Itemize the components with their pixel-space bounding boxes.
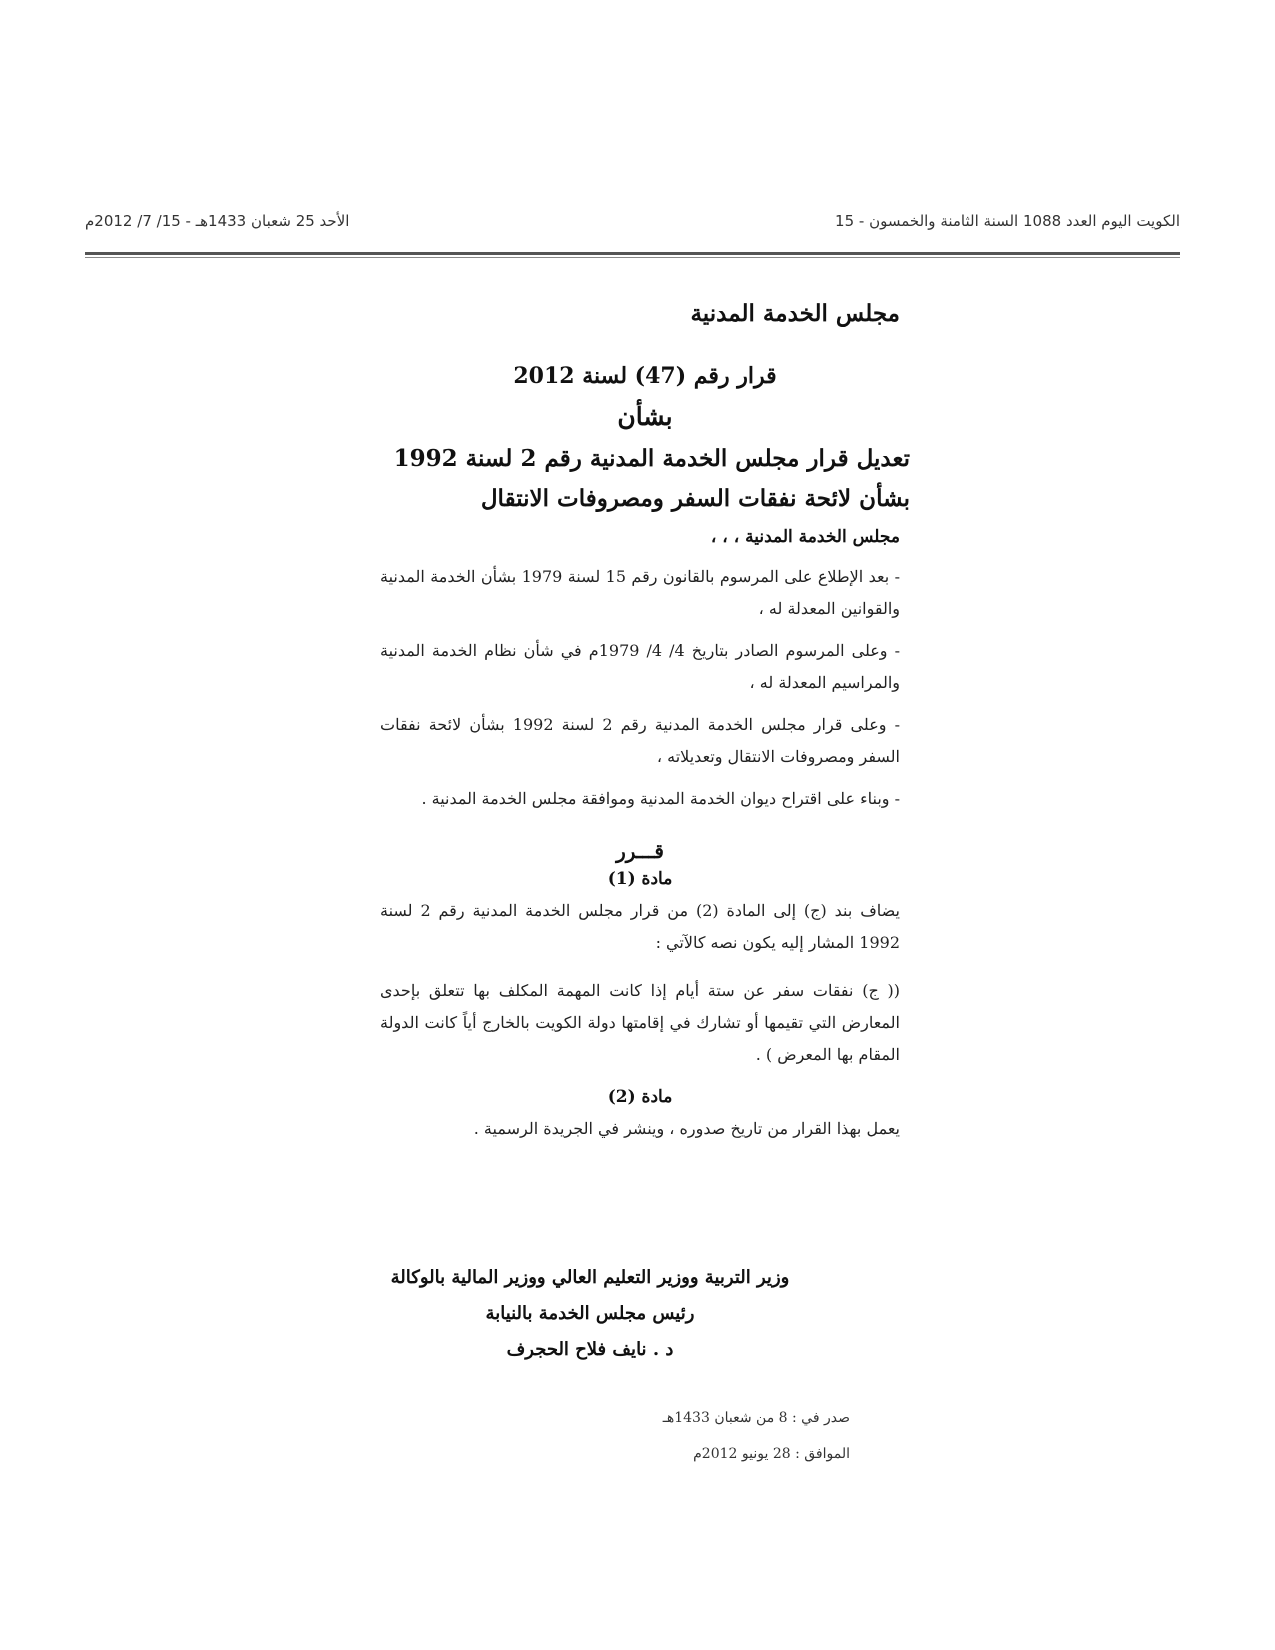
article-1-heading: مادة (1) — [607, 869, 673, 889]
issue-dates — [620, 1400, 850, 1472]
preamble-clause: - وعلى قرار مجلس الخدمة المدنية رقم 2 لسنة 1992 بشأن لائحة نفقات السفر ومصروفات الانتقال وتعديلاته ، — [380, 715, 901, 766]
signatory-name: د . نايف فلاح الحجرف — [506, 1339, 674, 1360]
decided-heading: قـــرر — [616, 839, 664, 863]
preamble-clause: - وعلى المرسوم الصادر بتاريخ 4/ 4/ 1979م في شأن نظام الخدمة المدنية والمراسيم المعدلة له ، — [380, 641, 900, 692]
page-header — [85, 208, 1180, 238]
signatory-title-2: رئيس مجلس الخدمة بالنيابة — [485, 1303, 695, 1324]
signature-block — [380, 1260, 800, 1368]
issuer-title: مجلس الخدمة المدنية — [690, 300, 900, 327]
decree-number: قرار رقم (47) لسنة 2012 — [513, 363, 777, 389]
decree-subject-line-1: تعديل قرار مجلس الخدمة المدنية رقم 2 لسنة 1992 — [393, 445, 910, 472]
header-divider — [85, 252, 1180, 258]
corresponding-date: الموافق : 28 يونيو 2012م — [693, 1446, 850, 1462]
article-2-body: يعمل بهذا القرار من تاريخ صدوره ، وينشر في الجريدة الرسمية . — [473, 1119, 900, 1138]
preamble-council: مجلس الخدمة المدنية ، ، ، — [710, 527, 900, 547]
decree-about: بشأن — [617, 402, 673, 431]
decree-title — [380, 357, 910, 519]
publication-date: الأحد 25 شعبان 1433هـ - 15/ 7/ 2012م — [85, 212, 350, 230]
publication-info: الكويت اليوم العدد 1088 السنة الثامنة والخمسون - 15 — [835, 212, 1180, 230]
preamble-clauses — [380, 561, 900, 815]
decree-content — [380, 290, 910, 1161]
article-2-heading: مادة (2) — [607, 1087, 673, 1107]
preamble-clause: - وبناء على اقتراح ديوان الخدمة المدنية وموافقة مجلس الخدمة المدنية . — [421, 789, 900, 808]
article-1-quote: (( ج) نفقات سفر عن ستة أيام إذا كانت المهمة المكلف بها تتعلق بإحدى المعارض التي تقيمها أو تشارك في إقامتها دولة الكويت بالخارج أياً كانت الدولة المقام بها المعرض ) . — [380, 981, 900, 1064]
preamble-clause: - بعد الإطلاع على المرسوم بالقانون رقم 15 لسنة 1979 بشأن الخدمة المدنية والقوانين المعدلة له ، — [380, 567, 900, 618]
issued-date: صدر في : 8 من شعبان 1433هـ — [662, 1410, 850, 1426]
signatory-title-1: وزير التربية ووزير التعليم العالي ووزير المالية بالوكالة — [390, 1267, 790, 1288]
article-1-body: يضاف بند (ج) إلى المادة (2) من قرار مجلس الخدمة المدنية رقم 2 لسنة 1992 المشار إليه يكون نصه كالآتي : — [380, 901, 901, 952]
decree-subject-line-2: بشأن لائحة نفقات السفر ومصروفات الانتقال — [480, 485, 910, 512]
